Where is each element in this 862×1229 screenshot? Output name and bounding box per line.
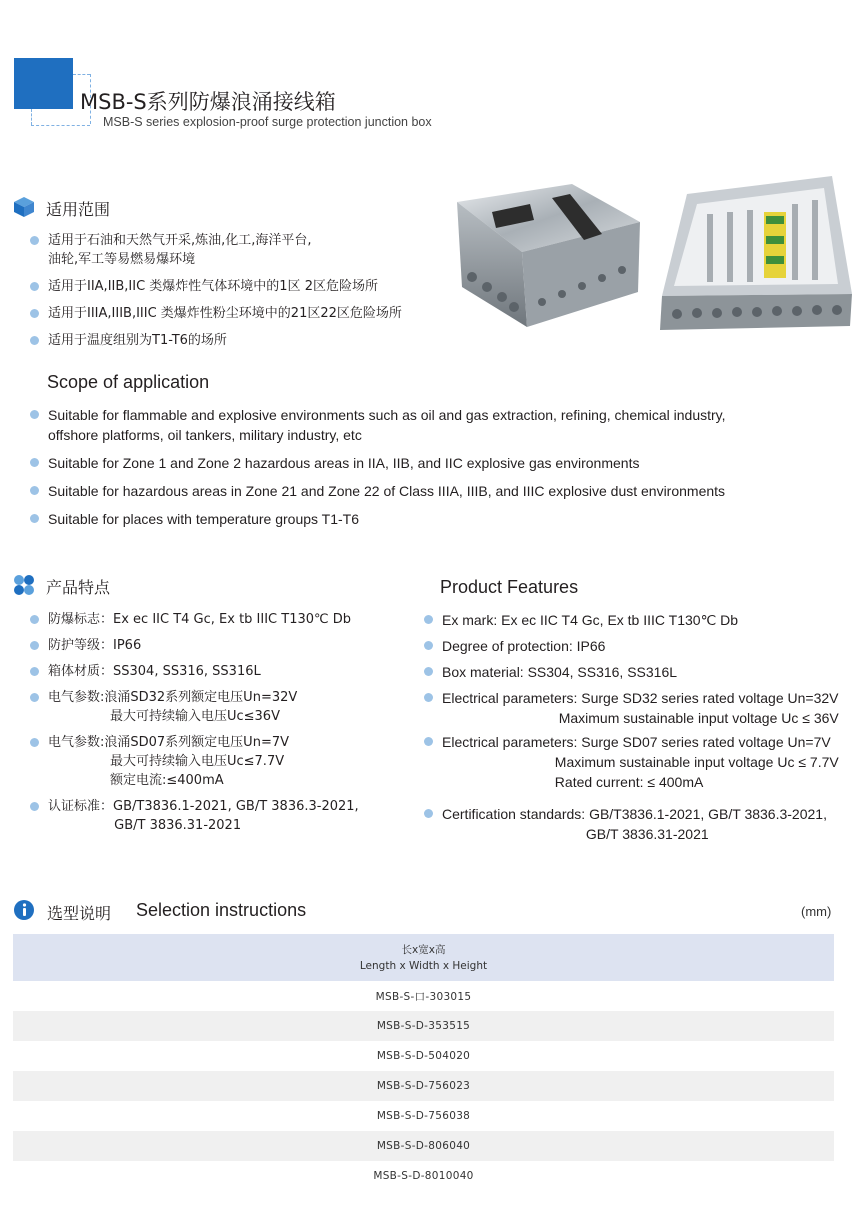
list-item-text: Suitable for hazardous areas in Zone 21 and Zone 22 of Class IIIA, IIIB, and IIIC explosive dust environments [48,483,726,499]
table-row [13,1011,834,1041]
list-item-text: GB/T 3836.31-2021 [48,818,242,833]
table-row [13,1131,834,1161]
list-item-text: Suitable for flammable and explosive environments such as oil and gas extraction, refining, chemical industry, [48,407,726,423]
list-item [28,636,428,655]
list-item [422,636,852,656]
info-icon [13,899,35,921]
features-title-en: Product Features [440,577,579,597]
scope-list-en [28,405,848,529]
list-item-text: Certification standards: GB/T3836.1-2021, GB/T 3836.3-2021, [442,806,827,822]
list-item-text: 适用于温度组别为T1-T6的场所 [48,333,227,348]
model-cell: MSB-S-D-504020 [376,1050,471,1062]
list-item-text: Rated current: ≤ 400mA [442,774,704,790]
list-item-text: 最大可持续输入电压Uc≤7.7V [48,754,285,769]
selection-title-cn: 选型说明 [47,904,112,923]
list-item-text: 箱体材质：SS304, SS316, SS316L [48,664,261,679]
list-item-text: Suitable for Zone 1 and Zone 2 hazardous areas in IIA, IIB, and IIC explosive gas environments [48,455,640,471]
list-item-text: GB/T 3836.31-2021 [442,826,709,842]
model-cell: MSB-S-D-756038 [376,1110,471,1122]
list-item [422,662,852,682]
scope-title-en: Scope of application [47,372,210,392]
list-item-text: Suitable for places with temperature groups T1-T6 [48,511,360,527]
list-item [422,732,852,792]
product-photo-closed [452,182,642,332]
list-item-text: Electrical parameters: Surge SD32 series rated voltage Un=32V [442,690,839,706]
list-item [422,610,852,630]
model-cell: MSB-S-D-8010040 [373,1170,474,1182]
list-item [28,331,438,350]
table-row [13,1101,834,1131]
table-row [13,981,834,1011]
list-item [28,481,848,501]
scope-list-cn [28,231,438,350]
cube-icon [13,196,35,218]
table-header-cell [13,934,834,981]
list-item-text: Electrical parameters: Surge SD07 series rated voltage Un=7V [442,734,831,750]
list-item-text: 防护等级：IP66 [48,638,142,653]
list-item [28,405,848,445]
list-item-text: 防爆标志：Ex ec IIC T4 Gc, Ex tb IIIC T130℃ Db [48,612,352,627]
features-title-cn: 产品特点 [46,578,111,597]
list-item-text: 油轮,军工等易燃易爆环境 [48,252,196,267]
unit-label: (mm) [801,904,832,919]
list-item-text: 额定电流:≤400mA [48,773,224,788]
list-item-text: 适用于IIIA,IIIB,IIIC 类爆炸性粉尘环境中的21区22区危险场所 [48,306,402,321]
list-item [28,277,438,296]
list-item-text: 适用于石油和天然气开采,炼油,化工,海洋平台, [48,233,312,248]
list-item [28,797,428,835]
list-item-text: Box material: SS304, SS316, SS316L [442,664,678,680]
product-photo-open [652,176,852,334]
clover-icon [13,574,35,596]
scope-title-cn: 适用范围 [46,200,111,219]
list-item-text: 认证标准：GB/T3836.1-2021, GB/T 3836.3-2021, [48,799,359,814]
header-dash-line [31,109,32,125]
model-cell: MSB-S-D-806040 [13,1131,834,1161]
header-en: Length x Width x Height [359,959,488,972]
table-row [13,1041,834,1071]
selection-title-en: Selection instructions [136,900,307,920]
list-item [28,610,428,629]
list-item [422,804,852,844]
list-item-text: Maximum sustainable input voltage Uc ≤ 36V [442,710,839,726]
list-item [28,231,438,269]
list-item-text: Degree of protection: IP66 [442,638,606,654]
model-cell: MSB-S-口-303015 [375,990,472,1003]
list-item-text: 电气参数:浪涌SD07系列额定电压Un=7V [48,735,289,750]
list-item-text: Maximum sustainable input voltage Uc ≤ 7.7V [442,754,839,770]
list-item [28,662,428,681]
list-item-text: 电气参数:浪涌SD32系列额定电压Un=32V [48,690,298,705]
page-subtitle: MSB-S series explosion-proof surge protection junction box [103,115,432,129]
list-item [28,453,848,473]
page-title: MSB-S系列防爆浪涌接线箱 [80,90,336,114]
header-cn: 长x宽x高 [401,943,446,956]
table-header-row [13,934,834,981]
features-list-cn [28,610,428,835]
list-item-text: Ex mark: Ex ec IIC T4 Gc, Ex tb IIIC T130℃ Db [442,612,739,628]
list-item-text: 适用于IIA,IIB,IIC 类爆炸性气体环境中的1区 2区危险场所 [48,279,378,294]
table-row [13,1161,834,1191]
header-dash-line [73,74,90,75]
list-item [28,509,848,529]
features-list-en [422,610,852,844]
header-accent-block [14,58,73,109]
list-item-text: offshore platforms, oil tankers, military industry, etc [48,427,362,443]
list-item [422,688,852,728]
model-cell: MSB-S-D-756023 [13,1071,834,1101]
list-item [28,688,428,726]
model-cell: MSB-S-D-353515 [13,1011,834,1041]
selection-table [13,934,834,1191]
header-dash-line [31,125,90,126]
list-item [28,304,438,323]
list-item [28,733,428,790]
table-row [13,1071,834,1101]
list-item-text: 最大可持续输入电压Uc≤36V [48,709,280,724]
